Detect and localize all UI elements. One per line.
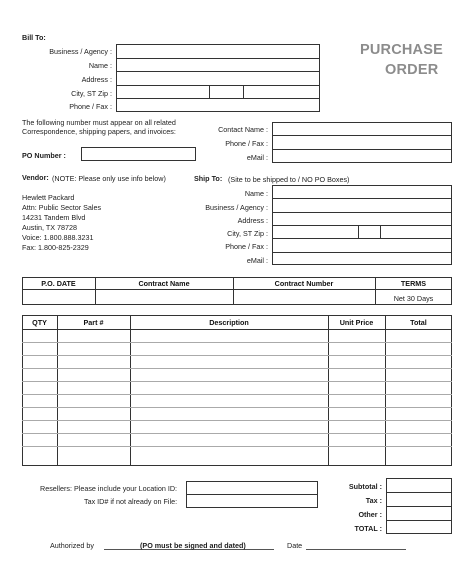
col-po-date: P.O. DATE — [41, 279, 76, 288]
bill-to-label: Bill To: — [22, 33, 46, 42]
location-id-field[interactable] — [186, 481, 318, 495]
col-contract-name: Contract Name — [138, 279, 190, 288]
table-row[interactable] — [22, 355, 452, 356]
ship-to-business-label: Business / Agency : — [205, 203, 268, 212]
tax-label: Tax : — [365, 496, 382, 505]
ship-to-phone-label: Phone / Fax : — [225, 242, 268, 251]
contact-name-label: Contact Name : — [218, 125, 268, 134]
date-line[interactable] — [306, 549, 406, 550]
subtotal-label: Subtotal : — [348, 482, 382, 491]
contract-name-field[interactable] — [96, 290, 232, 304]
table-row[interactable] — [22, 394, 452, 395]
contact-phone-label: Phone / Fax : — [225, 139, 268, 148]
form-title-order: ORDER — [385, 62, 439, 78]
signed-note: (PO must be signed and dated) — [140, 541, 246, 550]
form-title-purchase: PURCHASE — [360, 42, 443, 58]
col-qty: QTY — [32, 318, 47, 327]
terms-value: Net 30 Days — [393, 294, 434, 303]
po-date-field[interactable] — [23, 290, 94, 304]
table-row[interactable] — [22, 381, 452, 382]
table-row[interactable] — [22, 446, 452, 447]
ship-to-city-label: City, ST Zip : — [227, 229, 268, 238]
resellers-label: Resellers: Please include your Location ID: — [40, 484, 178, 493]
col-contract-number: Contract Number — [274, 279, 334, 288]
ship-to-address-label: Address : — [237, 216, 268, 225]
contract-number-field[interactable] — [234, 290, 374, 304]
ship-to-note: (Site to be shipped to / NO PO Boxes) — [228, 175, 350, 184]
bill-to-phone-label: Phone / Fax : — [69, 102, 112, 111]
bill-to-name-label: Name : — [88, 61, 112, 70]
ship-to-name-label: Name : — [244, 189, 268, 198]
total-label: TOTAL : — [354, 524, 382, 533]
po-number-label: PO Number : — [22, 151, 66, 160]
authorized-by-label: Authorized by — [50, 541, 94, 550]
col-terms: TERMS — [400, 279, 427, 288]
col-part-number: Part # — [83, 318, 104, 327]
vendor-line-2: Attn: Public Sector Sales — [22, 203, 102, 212]
ship-to-label: Ship To: — [194, 174, 223, 183]
table-row[interactable] — [22, 433, 452, 434]
other-label: Other : — [358, 510, 382, 519]
vendor-label: Vendor: — [22, 173, 49, 182]
items-table — [22, 315, 452, 466]
table-row[interactable] — [22, 407, 452, 408]
table-row[interactable] — [22, 420, 452, 421]
date-label: Date — [287, 541, 303, 550]
bill-to-city-label: City, ST Zip : — [71, 89, 112, 98]
vendor-line-6: Fax: 1.800-825-2329 — [22, 243, 89, 252]
bill-to-fields-box[interactable] — [116, 44, 320, 112]
vendor-line-3: 14231 Tandem Blvd — [22, 213, 86, 222]
notice-line-1: The following number must appear on all related — [22, 118, 176, 127]
bill-to-address-label: Address : — [81, 75, 112, 84]
vendor-line-5: Voice: 1.800.888.3231 — [22, 233, 94, 242]
notice-line-2: Correspondence, shipping papers, and invoices: — [22, 127, 176, 136]
col-description: Description — [209, 318, 249, 327]
ship-to-email-label: eMail : — [246, 256, 268, 265]
col-total: Total — [410, 318, 427, 327]
vendor-note: (NOTE: Please only use info below) — [52, 174, 166, 183]
col-unit-price: Unit Price — [339, 318, 374, 327]
contact-fields-box[interactable] — [272, 122, 452, 163]
po-number-field[interactable] — [81, 147, 196, 161]
table-row[interactable] — [22, 368, 452, 369]
vendor-line-4: Austin, TX 78728 — [22, 223, 78, 232]
tax-id-field[interactable] — [186, 494, 318, 508]
table-row[interactable] — [22, 342, 452, 343]
bill-to-business-label: Business / Agency : — [49, 47, 112, 56]
contact-email-label: eMail : — [246, 153, 268, 162]
tax-id-label: Tax ID# if not already on File: — [84, 497, 178, 506]
vendor-line-1: Hewlett Packard — [22, 193, 75, 202]
